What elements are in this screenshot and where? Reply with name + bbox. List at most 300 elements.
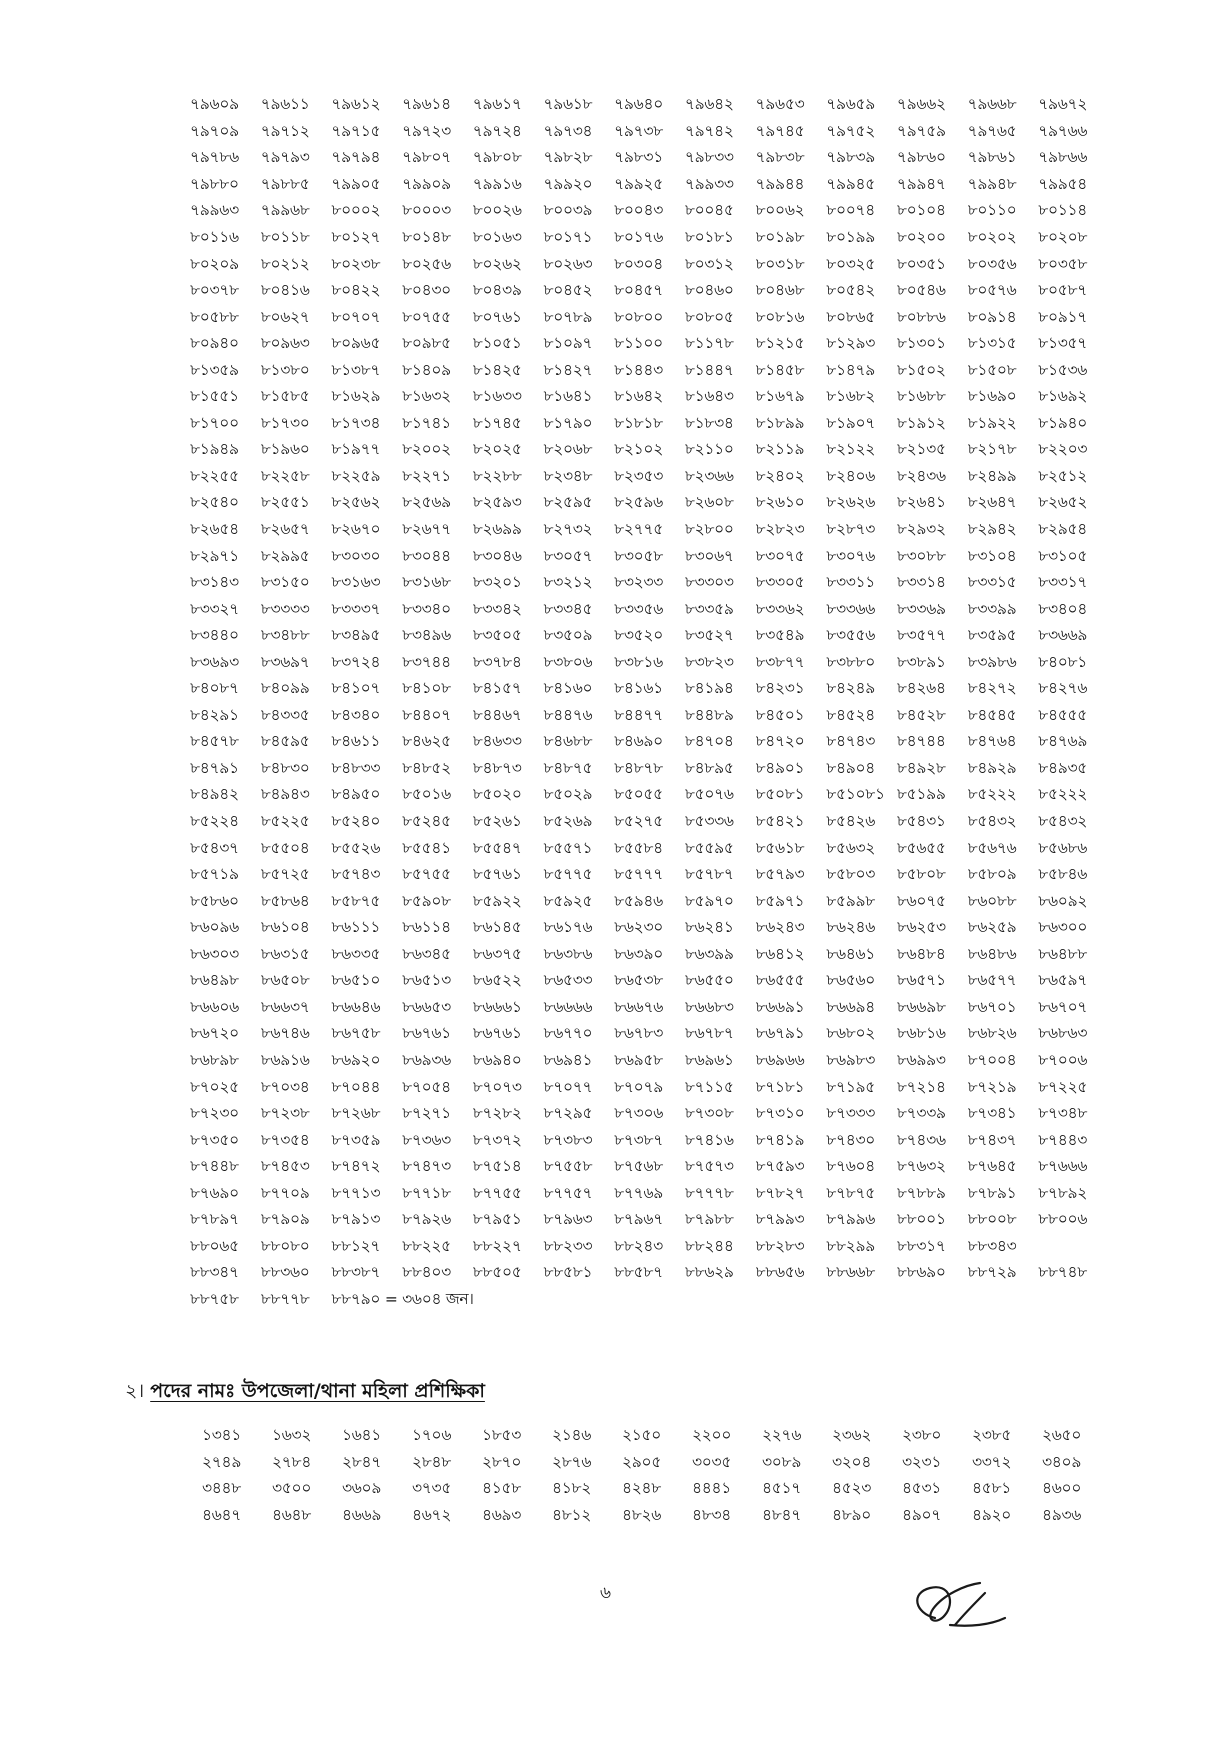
roll-number: ৮৬৫০৮ <box>260 971 310 990</box>
roll-number: ৮২৩৬৬ <box>684 466 734 485</box>
roll-number: ৮৩১০৪ <box>967 546 1017 565</box>
roll-number: ৮২৪৩৬ <box>896 466 946 485</box>
roll-number: ৮৩২০১ <box>472 573 522 592</box>
roll-number: ৮৭৮৯১ <box>967 1183 1017 1202</box>
roll-number: ৮২৫৯৬ <box>614 493 663 512</box>
roll-number: ৮৫৮০৩ <box>826 865 876 884</box>
roll-number: ৭৯৯৪৭ <box>896 174 946 193</box>
roll-number: ৮৮২৪৩ <box>614 1236 663 1255</box>
roll-number: ৮৬৩৩৫ <box>331 944 381 963</box>
roll-number: ৮৬৭২০ <box>190 1024 239 1043</box>
roll-number: ৮২১১৯ <box>755 440 805 459</box>
roll-number: ৮৮৭৯০ = ৩৬০৪ জন। <box>331 1289 474 1308</box>
roll-number: ৮৭৩০৮ <box>684 1104 734 1123</box>
roll-number: ৮৬১৪৫ <box>472 918 522 937</box>
roll-number: ৮৫৫৯৫ <box>684 838 734 857</box>
roll-number: ৮৮০০৮ <box>967 1210 1017 1229</box>
roll-number: ৮৮৩১৭ <box>896 1236 946 1255</box>
roll-number: ৭৯৭৩৮ <box>614 121 663 140</box>
roll-number: ৮২৮০০ <box>684 520 734 539</box>
roll-number: ৮৩১০৫ <box>1038 546 1088 565</box>
roll-number: ৮৪৮৩০ <box>260 758 310 777</box>
roll-number: ৮৪৮৫২ <box>402 758 451 777</box>
list-row <box>190 915 1110 942</box>
section2-roll-list <box>202 1423 1112 1529</box>
roll-number: ৮৮২৪৪ <box>684 1236 734 1255</box>
roll-number: ৮৬৪৮৬ <box>967 944 1017 963</box>
roll-number: ৮৭৩৮৭ <box>614 1130 663 1149</box>
roll-number: ৮০৫৪৬ <box>896 281 946 300</box>
roll-number: ৮০৮১৬ <box>755 307 805 326</box>
roll-number: ৮৫০২৯ <box>543 785 593 804</box>
roll-number: ৮৩০৪৪ <box>402 546 451 565</box>
roll-number: ৮১৭৩০ <box>260 413 310 432</box>
roll-number: ৮৫৭১৯ <box>190 865 239 884</box>
roll-number: ৭৯৯০৯ <box>402 174 451 193</box>
roll-number: ৮৭০৩৪ <box>260 1077 310 1096</box>
roll-number: ৮০২০৯ <box>190 254 239 273</box>
roll-number: ৮৭২১৯ <box>967 1077 1017 1096</box>
roll-number: ৭৯৭২৪ <box>472 121 522 140</box>
roll-number: ৭৯৮৩৯ <box>826 148 876 167</box>
roll-number: ৮৭২৩০ <box>190 1104 239 1123</box>
roll-number: ৮২৯৪২ <box>967 520 1017 539</box>
list-row <box>190 623 1110 650</box>
roll-number: ৮৩৮৯১ <box>896 652 946 671</box>
roll-number: ৮৫২৬১ <box>472 812 522 831</box>
roll-number: ৮৬৪৮৪ <box>896 944 946 963</box>
roll-number: ৮৭৩৪৮ <box>1038 1104 1088 1123</box>
roll-number: ৮৮৬৬৮ <box>826 1263 876 1282</box>
roll-number: ৮৬৫৯৭ <box>1038 971 1088 990</box>
roll-number: ৮৫৫৭১ <box>543 838 593 857</box>
roll-number: ৮১৬৩৩ <box>472 387 522 406</box>
roll-number: ৮৭০০৬ <box>1038 1050 1088 1069</box>
roll-number: ৮৪৪৬৭ <box>472 705 522 724</box>
roll-number: ৮১৯৪৯ <box>190 440 239 459</box>
roll-number: ৮২২০৩ <box>1038 440 1088 459</box>
roll-number: ৮৮২৩৩ <box>543 1236 593 1255</box>
roll-number: ৮৭৩৫৯ <box>331 1130 381 1149</box>
roll-number: ৪৯২০ <box>972 1505 1012 1524</box>
roll-number: ২৮৪৭ <box>342 1452 382 1471</box>
roll-number: ৮৫৭৪৩ <box>331 865 381 884</box>
roll-number: ৩৪০৯ <box>1042 1452 1082 1471</box>
roll-number: ৮৩৩৪০ <box>402 599 451 618</box>
roll-number: ৮৪৫২৪ <box>826 705 875 724</box>
roll-number: ২১৪৬ <box>552 1426 592 1445</box>
list-row <box>190 1127 1110 1154</box>
roll-number: ৮৪৩৩৫ <box>260 705 310 724</box>
roll-number: ৮২৮৭৩ <box>826 520 876 539</box>
roll-number: ৮৩৪৮৮ <box>260 626 310 645</box>
roll-number: ৮৩৮১৬ <box>614 652 663 671</box>
roll-number: ৮৭৪৩৬ <box>896 1130 946 1149</box>
roll-number: ৮০৭৬১ <box>472 307 522 326</box>
roll-number: ৮৮৩৬০ <box>260 1263 310 1282</box>
roll-number: ৮১৭৩৪ <box>331 413 381 432</box>
roll-number: ৮৪২৪৯ <box>826 679 875 698</box>
roll-number: ৮০৭০৭ <box>331 307 381 326</box>
roll-number: ২৩৮৫ <box>972 1426 1012 1445</box>
roll-number: ৭৯৯৪৮ <box>967 174 1017 193</box>
list-row <box>190 1260 1110 1287</box>
roll-number: ১৮৫৩ <box>482 1426 522 1445</box>
roll-number: ৮৩৩১৫ <box>967 573 1017 592</box>
roll-number: ৮৪০৯৯ <box>260 679 310 698</box>
roll-number: ৮৬৭৭০ <box>543 1024 593 1043</box>
roll-number-list <box>190 92 1110 1313</box>
roll-number: ৮৭০৭৩ <box>472 1077 522 1096</box>
roll-number: ৭৯৭১৫ <box>331 121 381 140</box>
roll-number: ৮৬৫৬০ <box>826 971 876 990</box>
roll-number: ৮৪৯২৯ <box>967 758 1017 777</box>
list-row <box>190 331 1110 358</box>
roll-number: ৮২১৭৮ <box>967 440 1017 459</box>
roll-number: ৮০৮৬৫ <box>826 307 876 326</box>
roll-number: ৮০৬২৭ <box>260 307 310 326</box>
roll-number: ৮৭৩৩৯ <box>896 1104 946 1123</box>
roll-number: ৮৮৫৮১ <box>543 1263 593 1282</box>
roll-number: ৮৭৮২৭ <box>755 1183 805 1202</box>
roll-number: ৮৬৫৩৮ <box>614 971 663 990</box>
roll-number: ৮৬৭৫৮ <box>331 1024 381 1043</box>
roll-number: ৮২০০২ <box>402 440 451 459</box>
roll-number: ৮০১১০ <box>967 201 1017 220</box>
roll-number: ৮৭৩৬৩ <box>402 1130 451 1149</box>
roll-number: ৮০০৪৫ <box>684 201 734 220</box>
roll-number: ৮৬২৩০ <box>614 918 663 937</box>
roll-number: ৮০০৭৪ <box>826 201 876 220</box>
roll-number: ৮৭৬৩২ <box>896 1157 946 1176</box>
roll-number: ৮০১০৪ <box>896 201 946 220</box>
roll-number: ৮৬৭০৭ <box>1038 997 1088 1016</box>
roll-number: ৮০১১৮ <box>260 228 310 246</box>
roll-number: ৮১৬৮৮ <box>896 387 946 406</box>
roll-number: ৮৭২৩৮ <box>260 1104 310 1123</box>
roll-number: ৮৬৩৯০ <box>614 944 663 963</box>
roll-number: ৮৬৫৭১ <box>896 971 946 990</box>
roll-number: ৭৯৬৪২ <box>684 95 734 114</box>
roll-number: ৮৩৪৪০ <box>190 626 239 645</box>
roll-number: ৮০৭৮৯ <box>543 307 593 326</box>
roll-number: ৮৪২৭২ <box>967 679 1017 698</box>
roll-number: ৮৫৫২৬ <box>331 838 381 857</box>
roll-number: ৮৩১৬৮ <box>402 573 451 592</box>
roll-number: ৮৩৬৬৯ <box>1038 626 1088 645</box>
list-row <box>190 1234 1110 1261</box>
roll-number: ৮৬৯৩৬ <box>402 1050 451 1069</box>
roll-number: ৮৭৯৮৮ <box>684 1210 734 1229</box>
roll-number: ৮৪৫৫৫ <box>1038 705 1088 724</box>
roll-number: ৮৩৪০৪ <box>1038 599 1088 618</box>
list-row <box>190 942 1110 969</box>
roll-number: ২৯০৫ <box>622 1452 662 1471</box>
roll-number: ৮৭৩৩৩ <box>826 1104 876 1123</box>
roll-number: ২৮৭০ <box>482 1452 522 1471</box>
roll-number: ৪৫৮১ <box>972 1479 1012 1498</box>
roll-number: ৮০২০৮ <box>1038 228 1088 246</box>
roll-number: ৮২৬১০ <box>755 493 805 512</box>
roll-number: ৮৫৮৬৪ <box>260 891 310 910</box>
roll-number: ৮৭৫৬৮ <box>614 1157 663 1176</box>
roll-number: ৭৯৭০৯ <box>190 121 239 140</box>
list-row <box>190 92 1110 119</box>
roll-number: ৮৮২৯৯ <box>826 1236 875 1255</box>
roll-number: ৮৬৩৮৬ <box>543 944 593 963</box>
roll-number: ৪৫১৭ <box>762 1479 802 1498</box>
roll-number: ৮৭৬৪৫ <box>967 1157 1017 1176</box>
roll-number: ৮৩৫৭৭ <box>896 626 946 645</box>
roll-number: ৮২৩৫৩ <box>614 466 663 485</box>
roll-number: ৮০৪৩৯ <box>472 281 522 300</box>
roll-number: ৭৯৭৪২ <box>684 121 734 140</box>
roll-number: ৮৪৫৯৫ <box>260 732 310 751</box>
roll-number: ৮৬২৫৩ <box>896 918 946 937</box>
list-row <box>190 490 1110 517</box>
roll-number: ৩৫০০ <box>272 1479 312 1498</box>
roll-number: ২৭৮৪ <box>272 1452 312 1471</box>
roll-number: ৮৩৩৩৭ <box>331 599 381 618</box>
roll-number: ২৬৫০ <box>1042 1426 1082 1445</box>
roll-number: ৮১৬৭৯ <box>755 387 805 406</box>
roll-number: ৮৬৪৬১ <box>826 944 876 963</box>
roll-number: ৭৯৬৬২ <box>896 95 946 114</box>
roll-number: ৮৪৯৫০ <box>331 785 381 804</box>
roll-number: ৮২৬৫৭ <box>260 520 310 539</box>
roll-number: ৮৭৪১৬ <box>684 1130 734 1149</box>
roll-number: ৮৫৮৪৬ <box>1038 865 1088 884</box>
roll-number: ৮১৩৫৭ <box>1038 334 1088 353</box>
roll-number: ৮২৬০৮ <box>684 493 734 512</box>
roll-number: ৮০২৬২ <box>472 254 522 273</box>
roll-number: ৮৬৮০২ <box>826 1024 876 1043</box>
roll-number: ৮১২৯৩ <box>826 334 876 353</box>
roll-number: ৮৬৬৬৬ <box>543 997 593 1016</box>
roll-number: ৮৭৫৭৩ <box>684 1157 734 1176</box>
roll-number: ৮৫৭২৫ <box>260 865 310 884</box>
roll-number: ৮৬৫২২ <box>472 971 522 990</box>
roll-number: ৮৫৯৯৮ <box>826 891 875 910</box>
roll-number: ৮৮১২৭ <box>331 1236 381 1255</box>
roll-number: ৮৫৯২২ <box>472 891 522 910</box>
roll-number: ৪৮৪৭ <box>762 1505 802 1524</box>
roll-number: ৮৬৭৪৬ <box>260 1024 310 1043</box>
roll-number: ৮৭৭৭৮ <box>684 1183 734 1202</box>
roll-number: ৪৪৪১ <box>692 1479 732 1498</box>
roll-number: ৮৮২৮৩ <box>755 1236 805 1255</box>
roll-number: ৮৭৭৫৭ <box>543 1183 593 1202</box>
roll-number: ৮০২১২ <box>260 254 310 273</box>
roll-number: ৮১৪৪৭ <box>684 360 734 379</box>
roll-number: ৮৭০৪৪ <box>331 1077 381 1096</box>
list-row <box>190 1101 1110 1128</box>
roll-number: ৮৭৬৬৬ <box>1038 1157 1088 1176</box>
roll-number: ৮৭২১৪ <box>896 1077 946 1096</box>
list-row <box>190 225 1110 252</box>
roll-number: ৮১৬৪২ <box>614 387 663 406</box>
roll-number: ৮২৯৭১ <box>190 546 239 565</box>
roll-number: ৮৭৬৯০ <box>190 1183 239 1202</box>
roll-number: ৮৭৭৬৯ <box>614 1183 663 1202</box>
roll-number: ৮৫৪৩৭ <box>190 838 239 857</box>
roll-number: ৮০১৮১ <box>684 228 734 246</box>
roll-number: ৮৪৯০১ <box>755 758 805 777</box>
roll-number: ৮২৫৪০ <box>190 493 239 512</box>
roll-number: ৮৬৯৮৩ <box>826 1050 876 1069</box>
roll-number: ৮৫৯২৫ <box>543 891 593 910</box>
roll-number: ৮২১২২ <box>826 440 876 459</box>
list-row <box>190 384 1110 411</box>
roll-number: ৮৬০৯৬ <box>190 918 239 937</box>
roll-number: ৮৪০৮১ <box>1038 652 1088 671</box>
list-row <box>190 703 1110 730</box>
roll-number: ৮০১১৪ <box>1038 201 1088 220</box>
roll-number: ৮৫৬১৮ <box>755 838 805 857</box>
roll-number: ৮৩৫০৯ <box>543 626 593 645</box>
roll-number: ৮০৪৬০ <box>684 281 734 300</box>
roll-number: ৮৫২৭৫ <box>614 812 663 831</box>
roll-number: ৭৯৭১২ <box>260 121 310 140</box>
roll-number: ৮২৫৬২ <box>331 493 381 512</box>
roll-number: ৩০৮৯ <box>762 1452 802 1471</box>
roll-number: ৪৫২৩ <box>832 1479 872 1498</box>
roll-number: ৮৫৪২৬ <box>826 812 876 831</box>
roll-number: ৮৭৯২৬ <box>402 1210 451 1229</box>
roll-number: ৮২৬৭০ <box>331 520 381 539</box>
roll-number: ৮৫০৮১ <box>755 785 805 804</box>
roll-number: ৮২২৫৫ <box>190 466 239 485</box>
roll-number: ৮১৯১২ <box>896 413 946 432</box>
roll-number: ৮৬৩৯৯ <box>684 944 734 963</box>
roll-number: ৮০৪২২ <box>331 281 381 300</box>
roll-number: ৮৪৪৭৬ <box>543 705 593 724</box>
roll-number: ৮৫৬৮৬ <box>1038 838 1088 857</box>
roll-number: ৮০৮০০ <box>614 307 663 326</box>
roll-number: ৮০৫৮৮ <box>190 307 239 326</box>
roll-number: ২২০০ <box>692 1426 732 1445</box>
roll-number: ৮৩৫২৭ <box>684 626 734 645</box>
roll-number: ৮৭৭০৯ <box>260 1183 310 1202</box>
roll-number: ৮৩৩৩৩ <box>260 599 310 618</box>
roll-number: ৮০৯৬৩ <box>260 334 310 353</box>
roll-number: ৮৭১১৫ <box>684 1077 734 1096</box>
list-row <box>202 1423 1112 1450</box>
roll-number: ৮৬৮১৬ <box>896 1024 946 1043</box>
roll-number: ৮৬৮৬৩ <box>1038 1024 1088 1043</box>
roll-number: ৮৮৩৮৭ <box>331 1263 381 1282</box>
roll-number: ৮২৬২৬ <box>826 493 876 512</box>
roll-number: ৮৭০৫৪ <box>402 1077 451 1096</box>
roll-number: ৮৭৮৮৯ <box>896 1183 946 1202</box>
roll-number: ৮৭৪৫৩ <box>260 1157 310 1176</box>
roll-number: ৮৬৪১২ <box>755 944 805 963</box>
roll-number: ৮৭৯৬৭ <box>614 1210 663 1229</box>
roll-number: ৮০১৯৯ <box>826 228 875 246</box>
roll-number: ৮৩৬৯৩ <box>190 652 239 671</box>
roll-number: ৮০৩১২ <box>684 254 734 273</box>
roll-number: ৮৬০৭৫ <box>896 891 946 910</box>
roll-number: ৮২৩৪৮ <box>543 466 593 485</box>
roll-number: ৮০৯১৪ <box>967 307 1017 326</box>
list-row <box>190 198 1110 225</box>
roll-number: ৭৯৭৫২ <box>826 121 876 140</box>
roll-number: ৮৪৭৯১ <box>190 758 239 777</box>
roll-number: ৮০৮৮৬ <box>896 307 946 326</box>
roll-number: ৮১৮১৮ <box>614 413 663 432</box>
roll-number: ৮৭৭১৮ <box>402 1183 451 1202</box>
roll-number: ৮১২১৫ <box>755 334 805 353</box>
roll-number: ৮৪৯০৪ <box>826 758 875 777</box>
roll-number: ৭৯৭৯৪ <box>331 148 381 167</box>
roll-number: ৮৫৮০৯ <box>967 865 1017 884</box>
roll-number: ৪৮২৬ <box>622 1505 662 1524</box>
list-row <box>190 119 1110 146</box>
roll-number: ৮০১২৭ <box>331 228 381 246</box>
roll-number: ৮০৯৪০ <box>190 334 239 353</box>
roll-number: ৮৬৯৪০ <box>472 1050 522 1069</box>
list-row <box>190 596 1110 623</box>
roll-number: ৮০১৭১ <box>543 228 593 246</box>
roll-number: ৭৯৯৬৩ <box>190 201 239 220</box>
page-number: ৬ <box>600 1583 612 1603</box>
roll-number: ৭৯৭৪৫ <box>755 121 805 140</box>
roll-number: ৮০০৪৩ <box>614 201 663 220</box>
roll-number: ৮৬৬৮৩ <box>684 997 734 1016</box>
roll-number: ৮৪৫৭৮ <box>190 732 239 751</box>
roll-number: ৮২৬৪৭ <box>967 493 1017 512</box>
roll-number: ৮৪৭৬৪ <box>967 732 1017 751</box>
roll-number: ৮৪২৯১ <box>190 705 239 724</box>
roll-number: ৮৪৬১১ <box>331 732 381 751</box>
signature-icon <box>895 1563 1025 1643</box>
roll-number: ৩০৩৫ <box>692 1452 732 1471</box>
roll-number: ৮১৪৭৯ <box>826 360 875 379</box>
roll-number: ৭৯৮৩৩ <box>684 148 734 167</box>
roll-number: ৮৮৩৪৩ <box>967 1236 1017 1255</box>
roll-number: ৮৩৪৯৫ <box>331 626 381 645</box>
roll-number: ৮৬৬৯৮ <box>896 997 946 1016</box>
roll-number: ৪৬৬৯ <box>342 1505 382 1524</box>
roll-number: ৮৭৪১৯ <box>755 1130 805 1149</box>
roll-number: ৮৩৩৪৫ <box>543 599 593 618</box>
roll-number: ৮৪৪৭৭ <box>614 705 663 724</box>
roll-number: ৩৭৩৫ <box>412 1479 452 1498</box>
roll-number: ৮৩৭৮৪ <box>472 652 522 671</box>
roll-number: ৮১৫৮৫ <box>260 387 310 406</box>
roll-number: ৮৫৬৭৬ <box>967 838 1017 857</box>
roll-number: ৭৯৬৫৩ <box>755 95 805 114</box>
roll-number: ৮২২৮৮ <box>472 466 522 485</box>
roll-number: ৭৯৮৩৮ <box>755 148 805 167</box>
roll-number: ৭৯৭৬৬ <box>1038 121 1088 140</box>
roll-number: ৮২৬৪১ <box>896 493 946 512</box>
list-row <box>190 543 1110 570</box>
roll-number: ৮৮৪০৩ <box>402 1263 451 1282</box>
roll-number: ৪৬৪৭ <box>202 1505 242 1524</box>
roll-number: ৮৭০৭৯ <box>614 1077 663 1096</box>
roll-number: ৮৪৭৪৪ <box>896 732 946 751</box>
roll-number: ৮৭৯৫১ <box>472 1210 522 1229</box>
roll-number: ৮৭৯০৯ <box>260 1210 310 1229</box>
roll-number: ৮৩০৫৭ <box>543 546 593 565</box>
roll-number: ৮৭৭৫৫ <box>472 1183 522 1202</box>
roll-number: ৮৭৪৩৭ <box>967 1130 1017 1149</box>
roll-number: ৮৫৫৪৭ <box>472 838 522 857</box>
roll-number: ৮১৯০৭ <box>826 413 876 432</box>
roll-number: ৮৩৪৯৬ <box>402 626 451 645</box>
roll-number: ৮৭৩৮৩ <box>543 1130 593 1149</box>
